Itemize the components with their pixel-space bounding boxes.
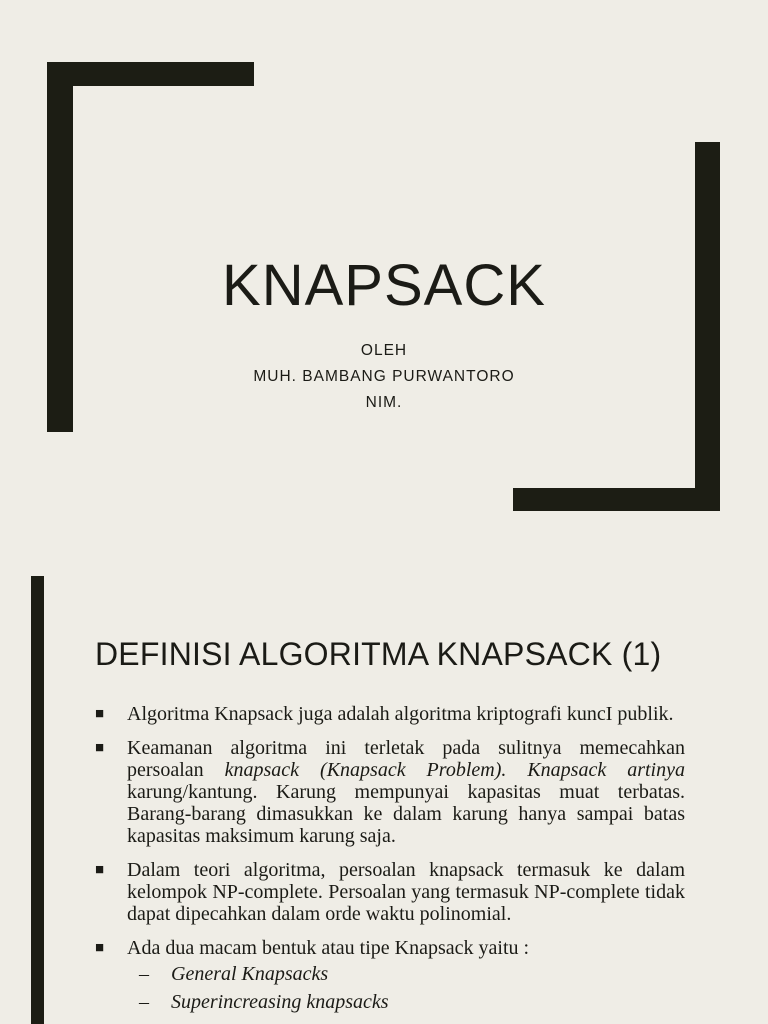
slide-title: KNAPSACK	[222, 253, 546, 318]
sub-item-text: General Knapsacks	[171, 963, 329, 985]
bullet-text-part: karung/kantung. Karung mempunyai kapasitas muat terbatas. Barang-barang dimasukkan ke dalam karung hanya sampai batas kapasitas maksimum karung saja.	[127, 781, 685, 847]
bullet-text-italic: knapsack (Knapsack Problem). Knapsack artinya	[224, 759, 685, 781]
list-item	[95, 937, 685, 1013]
list-item	[95, 703, 685, 725]
bullet-text: Algoritma Knapsack juga adalah algoritma kriptografi kuncI publik.	[127, 703, 674, 725]
subtitle-line-nim: NIM.	[365, 394, 403, 411]
frame-bar-bottom-right-vertical	[695, 142, 720, 511]
sub-item-text: Superincreasing knapsacks	[171, 991, 389, 1013]
bullet-text: Ada dua macam bentuk atau tipe Knapsack yaitu :	[127, 937, 530, 959]
bullet-marker: ■	[95, 740, 105, 756]
subtitle-line-author-label: OLEH	[360, 342, 408, 359]
slide-heading: DEFINISI ALGORITMA KNAPSACK (1)	[95, 636, 662, 672]
bullet-marker: ■	[95, 706, 105, 722]
sub-bullet-marker: –	[139, 991, 149, 1013]
list-item	[95, 737, 685, 847]
sub-bullet-marker: –	[139, 963, 149, 985]
sub-list-item	[127, 963, 685, 985]
sub-list	[127, 963, 685, 1013]
sub-list-item	[127, 991, 685, 1013]
list-item	[95, 859, 685, 925]
accent-bar-left	[31, 576, 44, 1024]
bullet-list	[95, 703, 685, 1024]
subtitle-line-author-name: MUH. BAMBANG PURWANTORO	[253, 368, 515, 385]
bullet-marker: ■	[95, 940, 105, 956]
bullet-text-part: Keamanan algoritma ini terletak pada sulitnya memecahkan persoalan	[127, 737, 685, 781]
frame-bar-top-left-horizontal	[47, 62, 254, 86]
bullet-marker: ■	[95, 862, 105, 878]
frame-bar-bottom-right-horizontal	[513, 488, 720, 511]
definition-slide	[0, 548, 768, 1024]
bullet-text: Dalam teori algoritma, persoalan knapsack termasuk ke dalam kelompok NP-complete. Persoalan yang termasuk NP-complete tidak dapat dipecahkan dalam orde waktu polinomial.	[127, 859, 685, 925]
slide-subtitle	[0, 338, 768, 416]
